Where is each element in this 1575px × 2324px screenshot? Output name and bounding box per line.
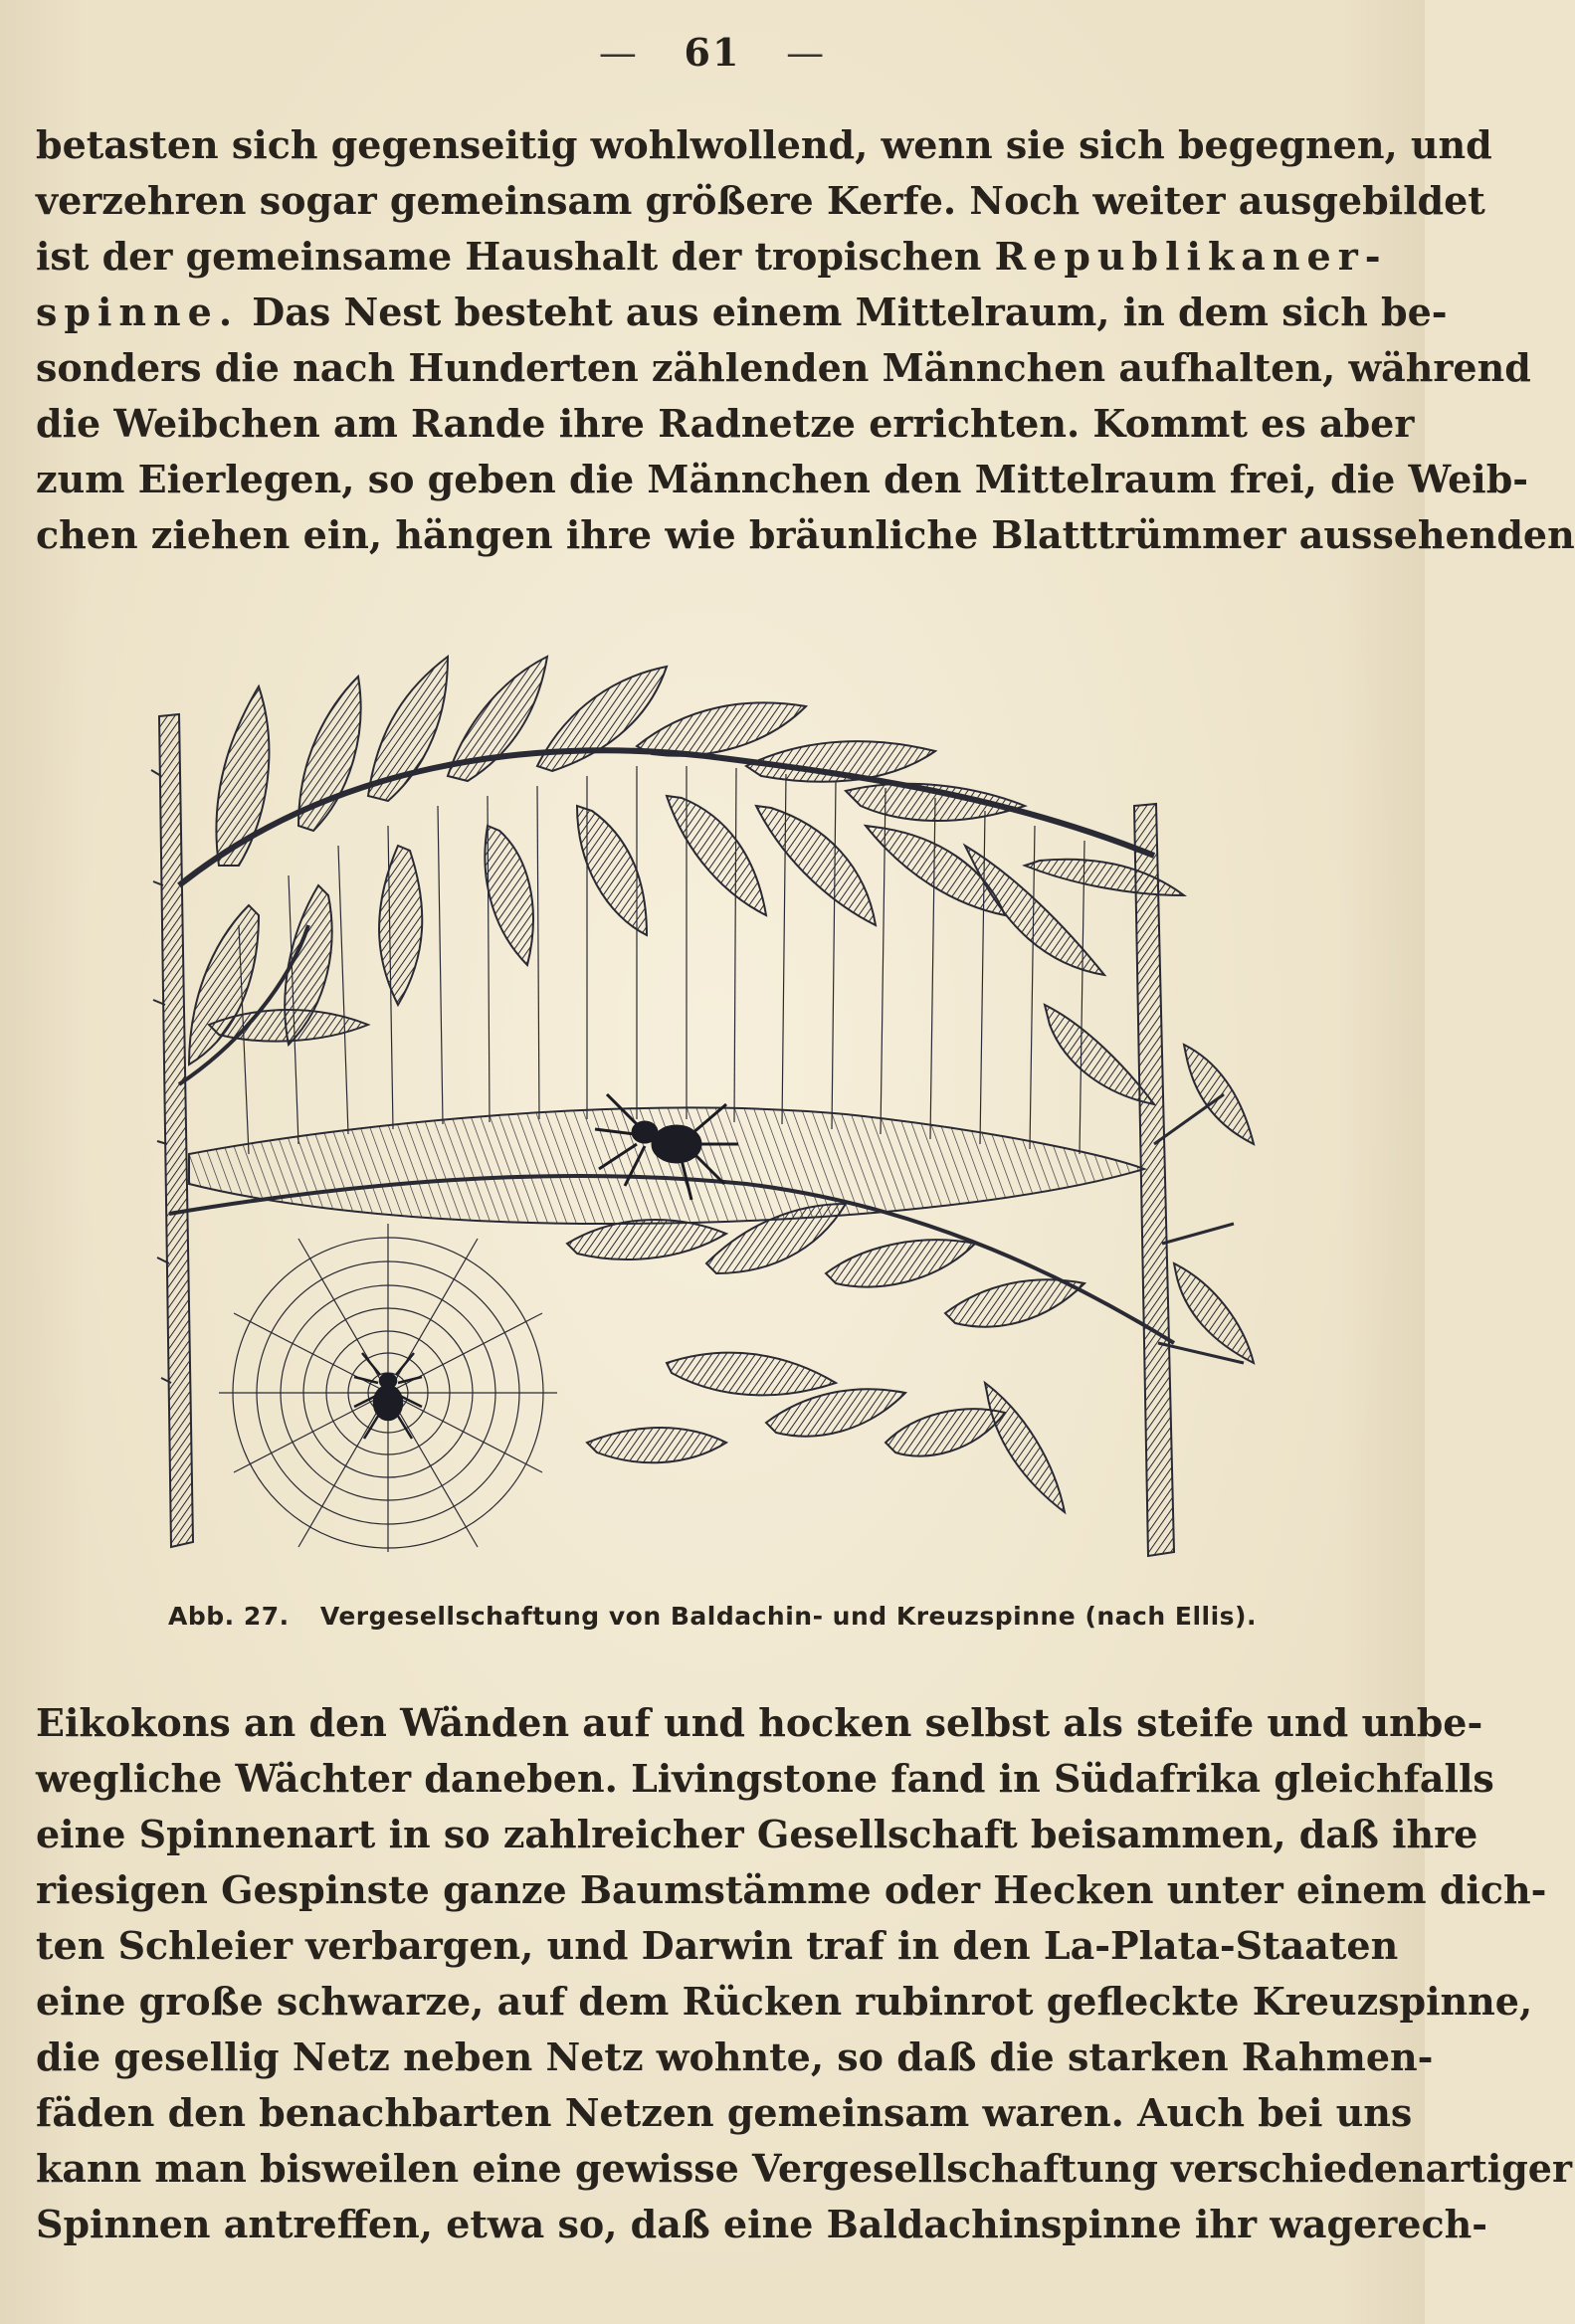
page-number-dash-left: — bbox=[598, 31, 639, 75]
figure-label: Abb. 27. bbox=[168, 1602, 290, 1631]
tree-trunk-left bbox=[151, 714, 193, 1547]
text-line: betasten sich gegenseitig wohlwollend, wenn sie sich begegnen, und bbox=[36, 122, 1492, 167]
text-line: zum Eierlegen, so geben die Männchen den Mittelraum frei, die Weib- bbox=[36, 457, 1529, 501]
text-line: fäden den benachbarten Netzen gemeinsam waren. Auch bei uns bbox=[36, 2090, 1413, 2135]
text-line: kann man bisweilen eine gewisse Vergesellschaftung verschiedenartiger bbox=[36, 2146, 1572, 2191]
figure-caption-text: Vergesellschaftung von Baldachin- und Kreuzspinne (nach Ellis). bbox=[319, 1602, 1257, 1631]
text-line: die Weibchen am Rande ihre Radnetze errichten. Kommt es aber bbox=[36, 401, 1415, 446]
paragraph-top bbox=[36, 117, 1575, 563]
text-line: eine Spinnenart in so zahlreicher Gesellschaft beisammen, daß ihre bbox=[36, 1812, 1478, 1856]
sheet-web bbox=[189, 1108, 1144, 1224]
text-line: wegliche Wächter daneben. Livingstone fand in Südafrika gleichfalls bbox=[36, 1756, 1494, 1801]
text-line: eine große schwarze, auf dem Rücken rubinrot gefleckte Kreuzspinne, bbox=[36, 1979, 1533, 2024]
text-line: die gesellig Netz neben Netz wohnte, so daß die starken Rahmen- bbox=[36, 2034, 1434, 2079]
figure-caption bbox=[0, 1602, 1425, 1631]
paragraph-bottom bbox=[36, 1695, 1572, 2252]
tree-trunk-right bbox=[1134, 804, 1244, 1556]
page-number-dash-right: — bbox=[786, 31, 827, 75]
text-line: Eikokons an den Wänden auf und hocken selbst als steife und unbe- bbox=[36, 1700, 1483, 1745]
web-threads bbox=[239, 766, 1084, 1154]
text-line-emphasis-1 bbox=[36, 229, 1388, 285]
text-line-emphasis-2 bbox=[36, 285, 1448, 340]
text-line: chen ziehen ein, hängen ihre wie bräunliche Blatttrümmer aussehenden bbox=[36, 512, 1575, 557]
text-line: verzehren sogar gemeinsam größere Kerfe. Noch weiter ausgebildet bbox=[36, 178, 1485, 223]
spaced-term: spinne. bbox=[36, 290, 240, 334]
page-number-header bbox=[0, 30, 1425, 75]
spider-nest-engraving bbox=[149, 627, 1264, 1572]
text-line-part: ist der gemeinsame Haushalt der tropischen bbox=[36, 234, 982, 279]
text-line-part: Das Nest besteht aus einem Mittelraum, in dem sich be- bbox=[252, 290, 1448, 334]
page-number: 61 bbox=[684, 30, 741, 75]
text-line: riesigen Gespinste ganze Baumstämme oder Hecken unter einem dich- bbox=[36, 1867, 1547, 1912]
text-line: sonders die nach Hunderten zählenden Männchen aufhalten, während bbox=[36, 345, 1531, 390]
text-line: Spinnen antreffen, etwa so, daß eine Baldachinspinne ihr wagerech- bbox=[36, 2202, 1488, 2246]
figure-illustration bbox=[149, 627, 1264, 1572]
text-line: ten Schleier verbargen, und Darwin traf in den La-Plata-Staaten bbox=[36, 1923, 1399, 1968]
spaced-term: Republikaner- bbox=[994, 234, 1388, 279]
